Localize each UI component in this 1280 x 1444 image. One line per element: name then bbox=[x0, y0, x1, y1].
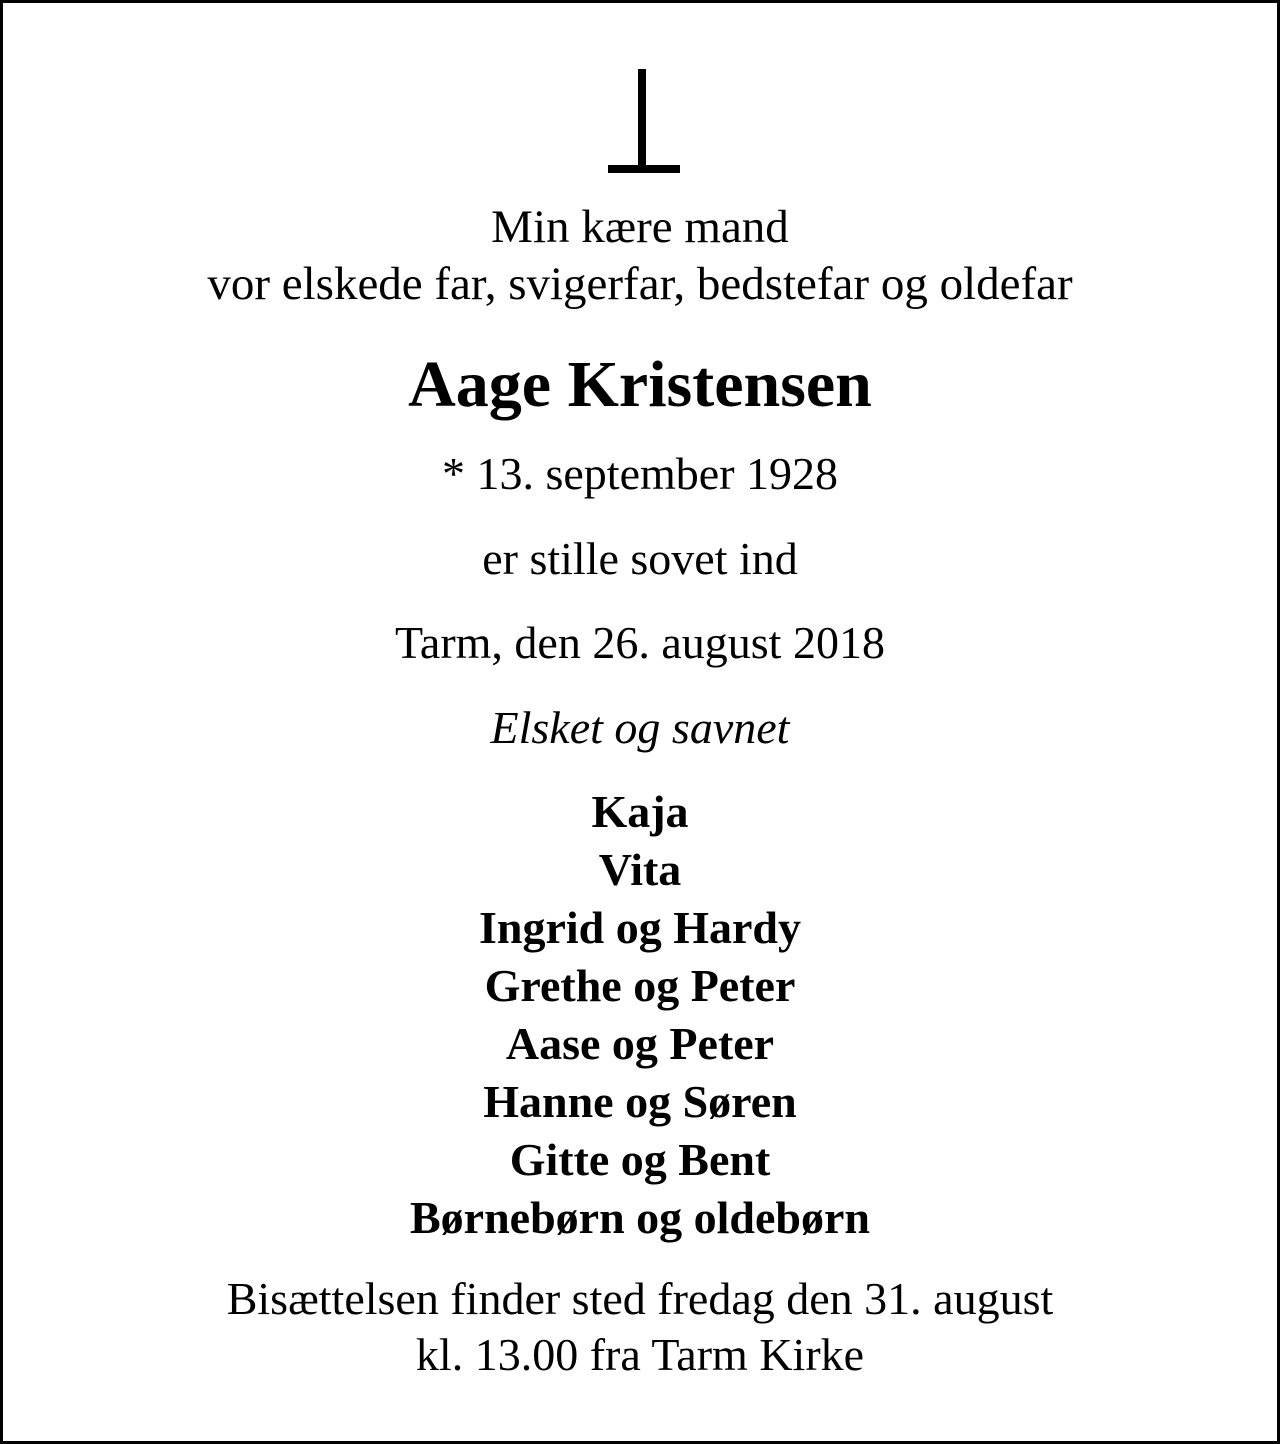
mourner-name: Gitte og Bent bbox=[509, 1134, 771, 1185]
birth-date: * 13. september 1928 bbox=[441, 448, 839, 499]
mourner-name: Aase og Peter bbox=[505, 1018, 775, 1069]
intro-text bbox=[3, 199, 1277, 313]
intro-line-1: Min kære mand bbox=[491, 201, 789, 253]
intro-line-2: vor elskede far, svigerfar, bedstefar og oldefar bbox=[207, 258, 1073, 310]
passing-text: er stille sovet ind bbox=[482, 533, 798, 584]
mourner-name: Børnebørn og oldebørn bbox=[409, 1192, 871, 1243]
farewell-text: Elsket og savnet bbox=[490, 702, 790, 753]
funeral-info bbox=[3, 1271, 1277, 1383]
mourner-name: Ingrid og Hardy bbox=[478, 902, 802, 953]
deceased-name: Aage Kristensen bbox=[408, 348, 872, 421]
mourner-name: Kaja bbox=[591, 786, 689, 837]
cross-vertical-bar bbox=[638, 69, 646, 173]
mourners-list bbox=[3, 783, 1277, 1247]
funeral-info-line-2: kl. 13.00 fra Tarm Kirke bbox=[415, 1329, 865, 1380]
place-and-date: Tarm, den 26. august 2018 bbox=[395, 617, 885, 668]
mourner-name: Vita bbox=[598, 844, 682, 895]
funeral-info-line-1: Bisættelsen finder sted fredag den 31. august bbox=[226, 1273, 1054, 1324]
mourner-name: Grethe og Peter bbox=[484, 960, 796, 1011]
latin-cross-icon bbox=[608, 69, 680, 173]
cross-horizontal-bar bbox=[608, 165, 680, 173]
mourner-name: Hanne og Søren bbox=[483, 1076, 797, 1127]
